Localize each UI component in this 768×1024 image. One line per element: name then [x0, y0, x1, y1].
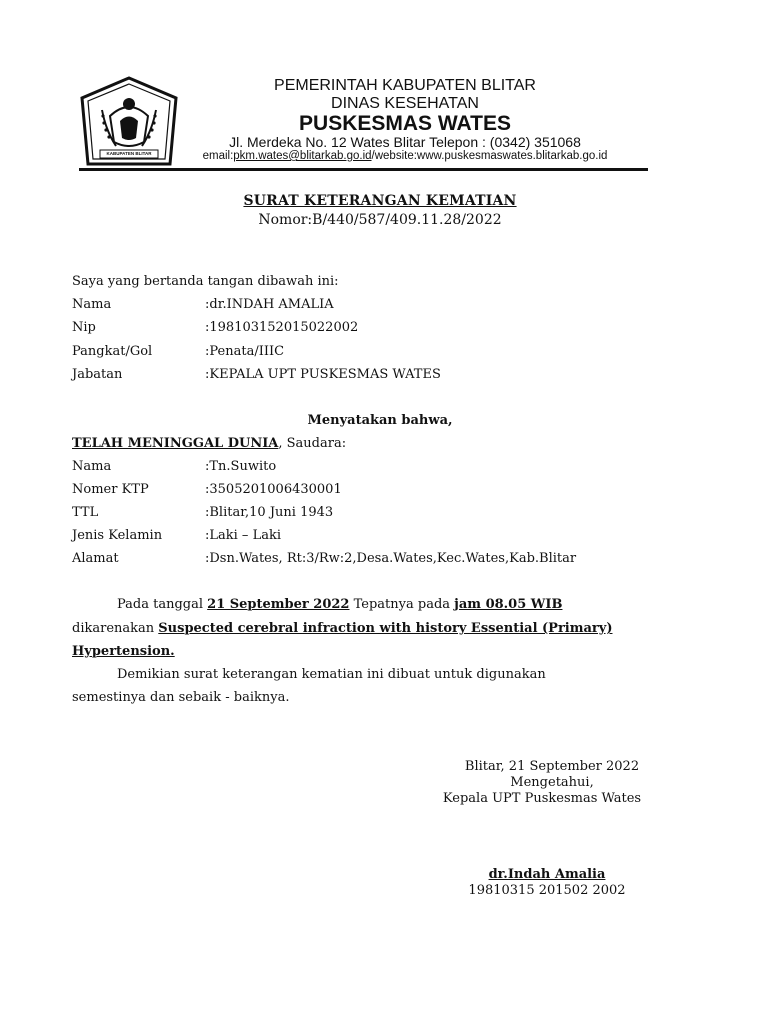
letterhead-divider [79, 168, 648, 171]
signer-field-label: Jabatan [72, 367, 123, 382]
deceased-heading-text: TELAH MENINGGAL DUNIA [72, 436, 279, 451]
document-number: Nomor:B/440/587/409.11.28/2022 [258, 212, 502, 228]
deceased-heading-suffix: , Saudara: [278, 436, 347, 451]
deceased-field-value: :Dsn.Wates, Rt:3/Rw:2,Desa.Wates,Kec.Wates,Kab.Blitar [205, 551, 577, 566]
deceased-field-value: :Tn.Suwito [205, 459, 277, 474]
letterhead-address: Jl. Merdeka No. 12 Wates Blitar Telepon : (0342) 351068 [229, 134, 581, 150]
signer-field-value: :dr.INDAH AMALIA [205, 297, 334, 312]
deceased-field-label: Alamat [72, 551, 119, 566]
signer-field-label: Pangkat/Gol [72, 344, 153, 359]
deceased-field-label: Nomer KTP [72, 482, 149, 497]
signer-field-label: Nama [72, 297, 112, 312]
deceased-field-label: Jenis Kelamin [72, 528, 163, 543]
closing-line: semestinya dan sebaik - baiknya. [72, 690, 290, 705]
deceased-field-value: :Laki – Laki [205, 528, 281, 543]
deceased-heading [72, 436, 346, 451]
para1-text: dikarenakan [72, 621, 159, 636]
deceased-field-label: Nama [72, 459, 112, 474]
signature-place-date: Blitar, 21 September 2022 [464, 759, 640, 774]
statement-heading: Menyatakan bahwa, [307, 413, 453, 428]
death-time: jam 08.05 WIB [454, 597, 563, 612]
death-date: 21 September 2022 [207, 597, 350, 612]
signer-field-label: Nip [72, 320, 96, 335]
deceased-field-label: TTL [72, 505, 99, 520]
signature-acknowledge: Mengetahui, [510, 775, 594, 790]
cause-of-death-cont: Hypertension. [72, 644, 175, 659]
email-link[interactable]: pkm.wates@blitarkab.go.id [233, 150, 372, 162]
signature-position: Kepala UPT Puskesmas Wates [442, 791, 642, 806]
deceased-field-value: :3505201006430001 [205, 482, 342, 497]
death-date-line [117, 597, 562, 612]
website-link[interactable]: www.puskesmaswates.blitarkab.go.id [416, 150, 608, 162]
letterhead-contact [185, 150, 625, 162]
intro-text: Saya yang bertanda tangan dibawah ini: [72, 274, 339, 289]
letterhead-department: DINAS KESEHATAN [331, 95, 479, 112]
signer-field-value: :198103152015022002 [205, 320, 359, 335]
signer-field-value: :Penata/IIIC [205, 344, 285, 359]
document-title: SURAT KETERANGAN KEMATIAN [243, 193, 517, 209]
deceased-field-value: :Blitar,10 Juni 1943 [205, 505, 334, 520]
email-prefix: email: [202, 150, 234, 162]
signer-name: dr.Indah Amalia [488, 867, 606, 882]
cause-line [72, 621, 612, 636]
closing-line: Demikian surat keterangan kematian ini dibuat untuk digunakan [117, 667, 546, 682]
para1-text: Pada tanggal [117, 597, 208, 612]
signer-field-value: :KEPALA UPT PUSKESMAS WATES [205, 367, 441, 382]
cause-of-death: Suspected cerebral infraction with history Essential (Primary) [158, 621, 613, 636]
website-prefix: /website: [371, 150, 417, 162]
letterhead-government: PEMERINTAH KABUPATEN BLITAR [274, 77, 536, 94]
para1-text: Tepatnya pada [349, 597, 455, 612]
logo-caption: KABUPATEN BLITAR [106, 151, 152, 156]
letterhead-institution: PUSKESMAS WATES [299, 112, 511, 135]
signer-nip: 19810315 201502 2002 [468, 883, 626, 898]
